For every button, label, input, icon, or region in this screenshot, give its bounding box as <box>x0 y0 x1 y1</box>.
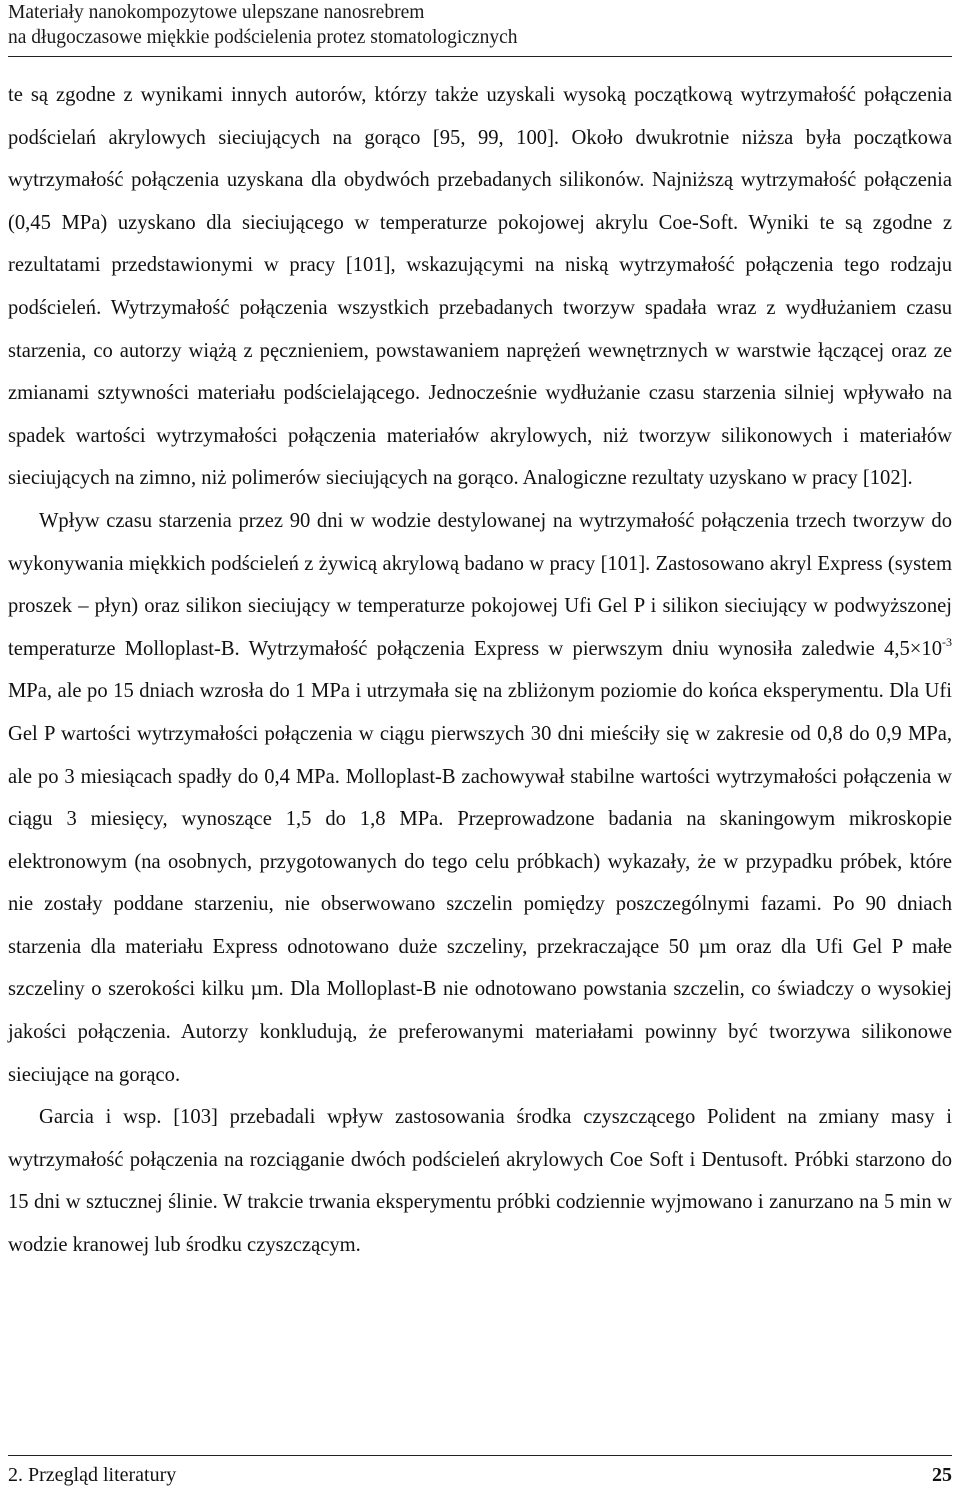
footer-divider <box>8 1455 952 1456</box>
body-text <box>8 74 952 1267</box>
header-title-line-1: Materiały nanokompozytowe ulepszane nanosrebrem <box>8 2 425 23</box>
running-header <box>8 0 952 50</box>
running-footer <box>8 1460 952 1490</box>
paragraph-2 <box>8 500 952 1096</box>
exponent: -3 <box>942 634 952 649</box>
footer-section-title: 2. Przegląd literatury <box>8 1464 177 1486</box>
paragraph-2-text-before: Wpływ czasu starzenia przez 90 dni w wodzie destylowanej na wytrzymałość połączenia trzech tworzyw do wykonywania miękkich podścieleń z żywicą akrylową badano w pracy [101]. Zastosowano akryl Express (system proszek – płyn) oraz silikon sieciujący w temperaturze pokojowej Ufi Gel P i silikon sieciujący w podwyższonej temperaturze Molloplast-B. Wytrzymałość połączenia Express w pierwszym dniu wynosiła zaledwie 4,5×10 <box>8 509 952 660</box>
paragraph-2-text-after: MPa, ale po 15 dniach wzrosła do 1 MPa i utrzymała się na zbliżonym poziomie do końca eksperymentu. Dla Ufi Gel P wartości wytrzymałości połączenia w ciągu pierwszych 30 dni mieściły się w zakresie od 0,8 do 0,9 MPa, ale po 3 miesiącach spadły do 0,4 MPa. Molloplast-B zachowywał stabilne wartości wytrzymałości połączenia w ciągu 3 miesięcy, wynoszące 1,5 do 1,8 MPa. Przeprowadzone badania na skaningowym mikroskopie elektronowym (na osobnych, przygotowanych do tego celu próbkach) wykazały, że w przypadku próbek, które nie zostały poddane starzeniu, nie obserwowano szczelin pomiędzy poszczególnymi fazami. Po 90 dniach starzenia dla materiału Express odnotowano duże szczeliny, przekraczające 50 µm oraz dla Ufi Gel P małe szczeliny o szerokości kilku µm. Dla Molloplast-B nie odnotowano powstania szczelin, co świadczy o wysokiej jakości połączenia. Autorzy konkludują, że preferowanymi materiałami powinny być tworzywa silikonowe sieciujące na gorąco. <box>8 680 952 1086</box>
header-title-line-2: na długoczasowe miękkie podścielenia protez stomatologicznych <box>8 27 518 48</box>
page-number: 25 <box>932 1464 952 1486</box>
paragraph-3: Garcia i wsp. [103] przebadali wpływ zastosowania środka czyszczącego Polident na zmiany masy i wytrzymałość połączenia na rozciąganie dwóch podścieleń akrylowych Coe Soft i Dentusoft. Próbki starzono do 15 dni w sztucznej ślinie. W trakcie trwania eksperymentu próbki codziennie wyjmowano i zanurzano na 5 min w wodzie kranowej lub środku czyszczącym. <box>8 1106 952 1257</box>
paragraph-1: te są zgodne z wynikami innych autorów, którzy także uzyskali wysoką początkową wytrzymałość połączenia podścielań akrylowych sieciujących na gorąco [95, 99, 100]. Około dwukrotnie niższa była początkowa wytrzymałość połączenia uzyskana dla obydwóch przebadanych silikonów. Najniższą wytrzymałość połączenia (0,45 MPa) uzyskano dla sieciującego w temperaturze pokojowej akrylu Coe-Soft. Wyniki te są zgodne z rezultatami przedstawionymi w pracy [101], wskazującymi na niską wytrzymałość połączenia tego rodzaju podścieleń. Wytrzymałość połączenia wszystkich przebadanych tworzyw spadała wraz z wydłużaniem czasu starzenia, co autorzy wiążą z pęcznieniem, powstawaniem naprężeń wewnętrznych w warstwie łączącej oraz ze zmianami sztywności materiału podścielającego. Jednocześnie wydłużanie czasu starzenia silniej wpływało na spadek wartości wytrzymałości połączenia materiałów akrylowych, niż tworzyw silikonowych i materiałów sieciujących na zimno, niż polimerów sieciujących na gorąco. Analogiczne rezultaty uzyskano w pracy [102]. <box>8 84 952 490</box>
header-divider <box>8 56 952 57</box>
